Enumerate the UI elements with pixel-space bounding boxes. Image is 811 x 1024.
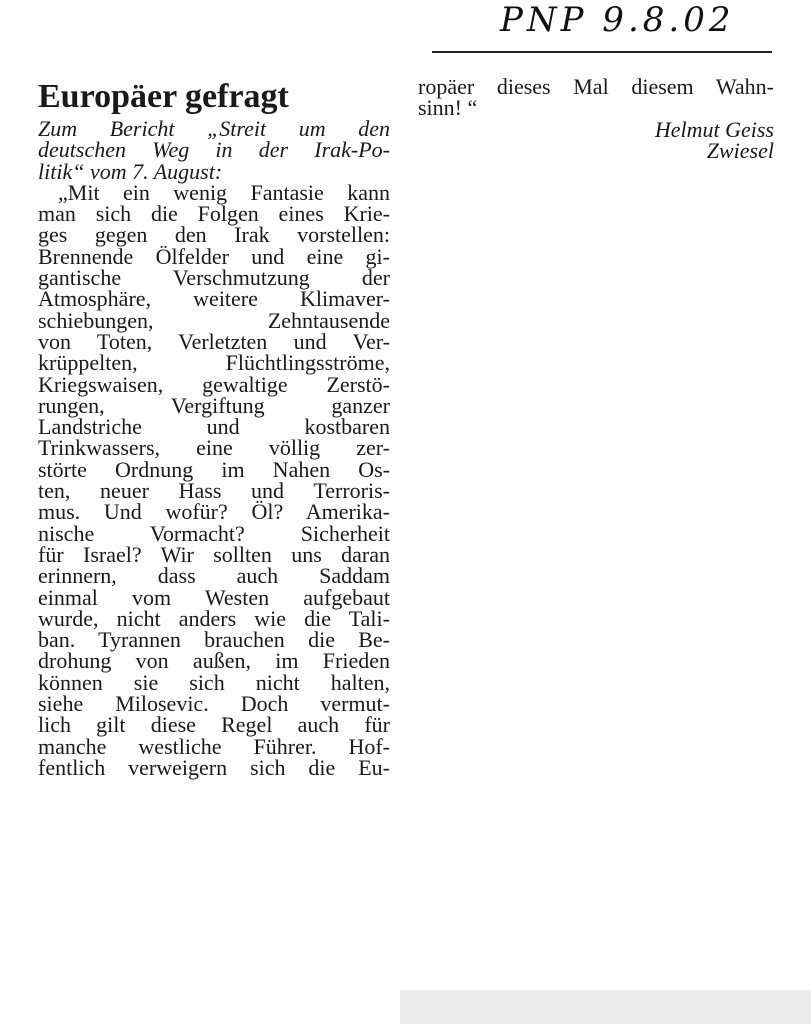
body-line: können sie sich nicht halten, [38,669,390,695]
body-line: ropäer dieses Mal diesem Wahn- [418,74,774,99]
body-line: schiebungen, Zehntausende [38,307,390,333]
body-line: Brennende Ölfelder und eine gi- [38,243,390,269]
body-line: Landstriche und kostbaren [38,414,390,440]
intro-line: litik“ vom 7. August: [38,158,223,184]
body-line: erinnern, dass auch Saddam [38,563,390,589]
body-line: für Israel? Wir sollten uns daran [38,541,390,567]
body-line: von Toten, Verletzten und Ver- [38,328,390,354]
column-rule [432,51,772,53]
intro-line: Zum Bericht „Streit um den [38,116,390,141]
body-line: fentlich verweigern sich die Eu- [38,754,390,780]
body-line: „Mit ein wenig Fantasie kann [58,179,390,205]
body-line: nische Vormacht? Sicherheit [38,520,390,546]
body-line: Atmosphäre, weitere Klimaver- [38,286,390,312]
handwritten-annotation: PNP 9.8.02 [500,0,735,40]
body-line: man sich die Folgen eines Krie- [38,201,390,227]
right-column [418,76,774,161]
body-line: gantische Verschmutzung der [38,265,390,291]
body-line: manche westliche Führer. Hof- [38,733,390,759]
body-line: Trinkwassers, eine völlig zer- [38,435,390,461]
body-line: ten, neuer Hass und Terroris- [38,478,390,504]
author-name: Helmut Geiss [654,116,774,142]
body-line: einmal vom Westen aufgebaut [38,584,390,610]
body-line: rungen, Vergiftung ganzer [38,392,390,418]
body-line: ges gegen den Irak vorstellen: [38,222,390,248]
body-line: Kriegswaisen, gewaltige Zerstö- [38,371,390,397]
intro-line: deutschen Weg in der Irak-Po- [38,137,390,163]
body-line: lich gilt diese Regel auch für [38,712,390,738]
body-line: sinn! “ [418,95,478,121]
headline: Europäer gefragt [38,78,289,115]
author-city: Zwiesel [706,137,774,163]
body-line: störte Ordnung im Nahen Os- [38,456,390,482]
body-line: mus. Und wofür? Öl? Amerika- [38,499,390,525]
scan-shadow [400,990,811,1024]
body-line: ban. Tyrannen brauchen die Be- [38,627,390,653]
body-line: wurde, nicht anders wie die Tali- [38,605,390,631]
body-line: krüppelten, Flüchtlingsströme, [38,350,390,376]
left-column [38,118,390,778]
body-line: drohung von außen, im Frieden [38,648,390,674]
body-line: siehe Milosevic. Doch vermut- [38,691,390,717]
